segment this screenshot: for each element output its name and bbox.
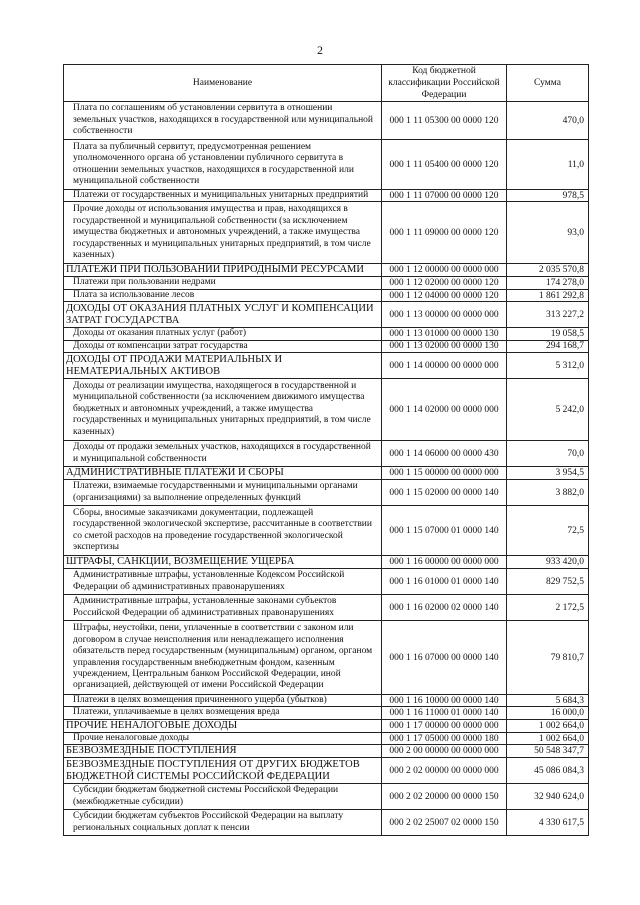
- table-row: [64, 506, 589, 556]
- row-sum-cell: 93,0: [507, 202, 589, 264]
- row-sum-cell: 294 168,7: [507, 340, 589, 352]
- row-name-cell: ПЛАТЕЖИ ПРИ ПОЛЬЗОВАНИИ ПРИРОДНЫМИ РЕСУРСАМИ: [64, 264, 382, 277]
- row-code-cell: 000 2 00 00000 00 0000 000: [382, 745, 507, 758]
- row-name-cell: Административные штрафы, установленные законами субъектов Российской Федерации об административных правонарушениях: [64, 595, 382, 621]
- header-sum: Сумма: [507, 65, 589, 102]
- row-name-cell: АДМИНИСТРАТИВНЫЕ ПЛАТЕЖИ И СБОРЫ: [64, 467, 382, 480]
- row-name-cell: Платежи при пользовании недрами: [64, 277, 382, 289]
- row-code-cell: 000 1 15 00000 00 0000 000: [382, 467, 507, 480]
- row-sum-cell: 72,5: [507, 506, 589, 556]
- table-row: [64, 140, 589, 190]
- row-code-cell: 000 2 02 00000 00 0000 000: [382, 758, 507, 784]
- row-code-cell: 000 1 16 01000 01 0000 140: [382, 569, 507, 595]
- row-name-cell: Платежи, уплачиваемые в целях возмещения вреда: [64, 707, 382, 719]
- row-name-cell: Прочие доходы от использования имущества и прав, находящихся в государственной и муниципальной собственности (за исключением имущества бюджетных и автономных учреждений, а также имущества государственных и муниципальных унитарных предприятий, в том числе казенных): [64, 202, 382, 264]
- row-code-cell: 000 1 13 01000 00 0000 130: [382, 328, 507, 340]
- table-row: [64, 480, 589, 506]
- table-row: [64, 595, 589, 621]
- table-row: [64, 745, 589, 758]
- row-sum-cell: 3 882,0: [507, 480, 589, 506]
- row-code-cell: 000 1 15 07000 01 0000 140: [382, 506, 507, 556]
- table-row: [64, 340, 589, 352]
- row-name-cell: Штрафы, неустойки, пени, уплаченные в соответствии с законом или договором в случае неисполнения или ненадлежащего исполнения обязательств перед государственным (муниципальным) органом, органом управления государственным внебюджетным фондом, казенным учреждением, Центральным банком Российской Федерации, иной организацией, действующей от имени Российской Федерации: [64, 621, 382, 695]
- row-code-cell: 000 1 13 02000 00 0000 130: [382, 340, 507, 352]
- row-sum-cell: 1 861 292,8: [507, 289, 589, 301]
- row-name-cell: Субсидии бюджетам бюджетной системы Российской Федерации (межбюджетные субсидии): [64, 784, 382, 810]
- table-row: [64, 379, 589, 441]
- row-code-cell: 000 1 17 00000 00 0000 000: [382, 719, 507, 732]
- row-code-cell: 000 1 11 05400 00 0000 120: [382, 140, 507, 190]
- table-row: [64, 732, 589, 744]
- row-code-cell: 000 1 16 11000 01 0000 140: [382, 707, 507, 719]
- table-header-row: [64, 65, 589, 102]
- row-sum-cell: 174 278,0: [507, 277, 589, 289]
- row-name-cell: ДОХОДЫ ОТ ПРОДАЖИ МАТЕРИАЛЬНЫХ И НЕМАТЕРИАЛЬНЫХ АКТИВОВ: [64, 353, 382, 379]
- table-row: [64, 190, 589, 202]
- row-sum-cell: 45 086 084,3: [507, 758, 589, 784]
- row-sum-cell: 470,0: [507, 102, 589, 140]
- header-name: Наименование: [64, 65, 382, 102]
- row-code-cell: 000 1 16 00000 00 0000 000: [382, 556, 507, 569]
- row-sum-cell: 16 000,0: [507, 707, 589, 719]
- row-name-cell: БЕЗВОЗМЕЗДНЫЕ ПОСТУПЛЕНИЯ ОТ ДРУГИХ БЮДЖЕТОВ БЮДЖЕТНОЙ СИСТЕМЫ РОССИЙСКОЙ ФЕДЕРАЦИИ: [64, 758, 382, 784]
- table-row: [64, 707, 589, 719]
- row-code-cell: 000 1 16 10000 00 0000 140: [382, 695, 507, 707]
- header-code: Код бюджетной классификации Российской Федерации: [382, 65, 507, 102]
- page-number: 2: [317, 43, 323, 57]
- row-code-cell: 000 2 02 25007 02 0000 150: [382, 810, 507, 836]
- row-code-cell: 000 1 14 02000 00 0000 000: [382, 379, 507, 441]
- table-body: [64, 102, 589, 836]
- table-row: [64, 467, 589, 480]
- row-sum-cell: 11,0: [507, 140, 589, 190]
- row-sum-cell: 5 312,0: [507, 353, 589, 379]
- row-code-cell: 000 1 17 05000 00 0000 180: [382, 732, 507, 744]
- row-sum-cell: 19 058,5: [507, 328, 589, 340]
- table-row: [64, 810, 589, 836]
- row-name-cell: Доходы от реализации имущества, находящегося в государственной и муниципальной собственности (за исключением движимого имущества бюджетных и автономных учреждений, а также имущества государственных и муниципальных унитарных предприятий, в том числе казенных): [64, 379, 382, 441]
- row-name-cell: Доходы от компенсации затрат государства: [64, 340, 382, 352]
- row-name-cell: Сборы, вносимые заказчиками документации, подлежащей государственной экологической экспертизе, рассчитанные в соответствии со сметой расходов на проведение государственной экологической экспертизы: [64, 506, 382, 556]
- row-sum-cell: 313 227,2: [507, 302, 589, 328]
- row-code-cell: 000 1 16 02000 02 0000 140: [382, 595, 507, 621]
- row-code-cell: 000 1 15 02000 00 0000 140: [382, 480, 507, 506]
- row-sum-cell: 5 242,0: [507, 379, 589, 441]
- row-name-cell: ДОХОДЫ ОТ ОКАЗАНИЯ ПЛАТНЫХ УСЛУГ И КОМПЕНСАЦИИ ЗАТРАТ ГОСУДАРСТВА: [64, 302, 382, 328]
- row-sum-cell: 79 810,7: [507, 621, 589, 695]
- table-row: [64, 289, 589, 301]
- row-code-cell: 000 1 12 04000 00 0000 120: [382, 289, 507, 301]
- row-code-cell: 000 1 11 09000 00 0000 120: [382, 202, 507, 264]
- row-name-cell: Субсидии бюджетам субъектов Российской Федерации на выплату региональных социальных доплат к пенсии: [64, 810, 382, 836]
- row-sum-cell: 2 172,5: [507, 595, 589, 621]
- row-sum-cell: 2 035 570,8: [507, 264, 589, 277]
- table-row: [64, 264, 589, 277]
- row-code-cell: 000 1 11 07000 00 0000 120: [382, 190, 507, 202]
- table-row: [64, 719, 589, 732]
- row-code-cell: 000 1 12 00000 00 0000 000: [382, 264, 507, 277]
- table-row: [64, 302, 589, 328]
- table-row: [64, 784, 589, 810]
- row-sum-cell: 978,5: [507, 190, 589, 202]
- row-name-cell: Платежи, взимаемые государственными и муниципальными органами (организациями) за выполнение определенных функций: [64, 480, 382, 506]
- row-sum-cell: 933 420,0: [507, 556, 589, 569]
- row-sum-cell: 4 330 617,5: [507, 810, 589, 836]
- table-row: [64, 202, 589, 264]
- table-row: [64, 328, 589, 340]
- table-row: [64, 695, 589, 707]
- row-name-cell: Доходы от оказания платных услуг (работ): [64, 328, 382, 340]
- table-row: [64, 569, 589, 595]
- row-name-cell: ШТРАФЫ, САНКЦИИ, ВОЗМЕЩЕНИЕ УЩЕРБА: [64, 556, 382, 569]
- row-name-cell: БЕЗВОЗМЕЗДНЫЕ ПОСТУПЛЕНИЯ: [64, 745, 382, 758]
- table-row: [64, 353, 589, 379]
- row-code-cell: 000 2 02 20000 00 0000 150: [382, 784, 507, 810]
- budget-revenue-table: [63, 64, 589, 836]
- row-sum-cell: 1 002 664,0: [507, 719, 589, 732]
- row-sum-cell: 70,0: [507, 441, 589, 467]
- row-code-cell: 000 1 13 00000 00 0000 000: [382, 302, 507, 328]
- table-row: [64, 758, 589, 784]
- row-sum-cell: 5 684,3: [507, 695, 589, 707]
- row-code-cell: 000 1 14 06000 00 0000 430: [382, 441, 507, 467]
- table-row: [64, 621, 589, 695]
- row-code-cell: 000 1 14 00000 00 0000 000: [382, 353, 507, 379]
- row-name-cell: Административные штрафы, установленные Кодексом Российской Федерации об административных правонарушениях: [64, 569, 382, 595]
- row-name-cell: Плата за публичный сервитут, предусмотренная решением уполномоченного органа об установлении публичного сервитута в отношении земельных участков, находящихся в государственной или муниципальной собственности: [64, 140, 382, 190]
- row-name-cell: Платежи в целях возмещения причиненного ущерба (убытков): [64, 695, 382, 707]
- row-sum-cell: 829 752,5: [507, 569, 589, 595]
- row-code-cell: 000 1 12 02000 00 0000 120: [382, 277, 507, 289]
- table-row: [64, 102, 589, 140]
- row-name-cell: Платежи от государственных и муниципальных унитарных предприятий: [64, 190, 382, 202]
- row-name-cell: Доходы от продажи земельных участков, находящихся в государственной и муниципальной собственности: [64, 441, 382, 467]
- row-sum-cell: 50 548 347,7: [507, 745, 589, 758]
- row-name-cell: Прочие неналоговые доходы: [64, 732, 382, 744]
- row-code-cell: 000 1 16 07000 00 0000 140: [382, 621, 507, 695]
- row-name-cell: Плата за использование лесов: [64, 289, 382, 301]
- row-sum-cell: 32 940 624,0: [507, 784, 589, 810]
- row-code-cell: 000 1 11 05300 00 0000 120: [382, 102, 507, 140]
- row-sum-cell: 1 002 664,0: [507, 732, 589, 744]
- table-row: [64, 441, 589, 467]
- table-row: [64, 277, 589, 289]
- row-sum-cell: 3 954,5: [507, 467, 589, 480]
- row-name-cell: Плата по соглашениям об установлении сервитута в отношении земельных участков, находящихся в государственной или муниципальной собственности: [64, 102, 382, 140]
- table-row: [64, 556, 589, 569]
- row-name-cell: ПРОЧИЕ НЕНАЛОГОВЫЕ ДОХОДЫ: [64, 719, 382, 732]
